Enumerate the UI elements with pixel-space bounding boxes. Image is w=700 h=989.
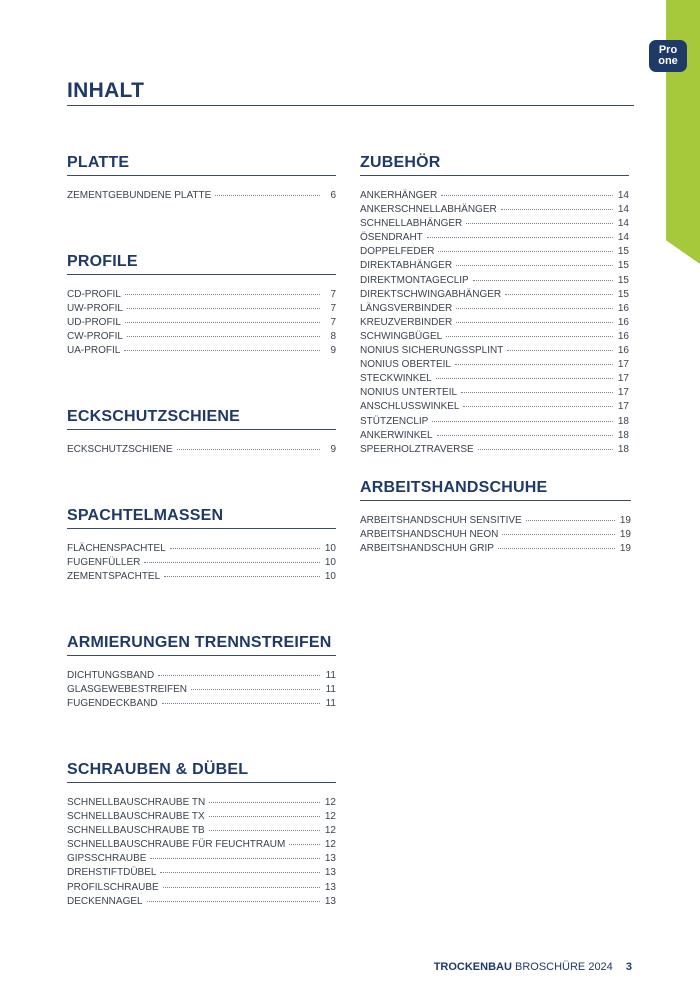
toc-entry[interactable] [67, 556, 336, 570]
entry-list [67, 288, 336, 358]
section-platte [67, 154, 336, 203]
toc-entry-page: 8 [330, 331, 336, 343]
toc-entry[interactable] [360, 443, 629, 457]
toc-entry-page: 18 [617, 415, 629, 427]
toc-entry-page: 12 [324, 825, 336, 837]
toc-entry-title: GLASGEWEBESTREIFEN [67, 684, 188, 696]
dot-leader [125, 322, 320, 323]
toc-entry[interactable] [67, 570, 336, 584]
toc-entry-title: SCHNELLBAUSCHRAUBE TB [67, 825, 205, 837]
toc-entry-page: 12 [324, 811, 336, 823]
toc-entry-page: 15 [617, 260, 629, 272]
toc-entry-title: CW-PROFIL [67, 331, 123, 343]
toc-entry-title: GIPSSCHRAUBE [67, 853, 147, 865]
dot-leader [498, 548, 615, 549]
toc-entry-page: 16 [617, 330, 629, 342]
logo-line-2: one [658, 55, 678, 67]
toc-entry-title: ZEMENTSPACHTEL [67, 571, 161, 583]
toc-entry-page: 14 [617, 190, 629, 201]
dot-leader [463, 406, 613, 407]
toc-entry-page: 7 [330, 289, 336, 300]
title-divider [67, 105, 634, 106]
section-armierungen [67, 634, 336, 711]
toc-entry-page: 16 [617, 302, 629, 314]
dot-leader [505, 294, 613, 295]
dot-leader [456, 322, 613, 323]
toc-entry-title: UA-PROFIL [67, 345, 121, 357]
toc-entry-title: ZEMENTGEBUNDENE PLATTE [67, 190, 212, 201]
toc-entry[interactable] [67, 302, 336, 316]
toc-entry-title: FUGENFÜLLER [67, 557, 141, 569]
section-heading: ARMIERUNGEN TRENNSTREIFEN [67, 634, 336, 656]
toc-entry-title: FLÄCHENSPACHTEL [67, 543, 166, 554]
toc-entry-page: 14 [617, 232, 629, 244]
toc-entry[interactable] [360, 528, 631, 542]
toc-entry-title: ÖSENDRAHT [360, 232, 423, 244]
toc-entry-page: 13 [324, 881, 336, 893]
toc-entry-title: DOPPELFEDER [360, 246, 435, 258]
toc-entry[interactable] [360, 259, 629, 273]
toc-entry[interactable] [360, 203, 629, 217]
toc-entry-page: 11 [325, 670, 336, 681]
dot-leader [466, 223, 613, 224]
toc-entry[interactable] [360, 542, 631, 556]
toc-entry-page: 19 [619, 529, 631, 541]
dot-leader [160, 872, 320, 873]
footer-brand: TROCKENBAU [433, 961, 512, 973]
toc-entry[interactable] [360, 302, 629, 316]
toc-entry-page: 16 [617, 316, 629, 328]
toc-entry-page: 12 [324, 839, 336, 851]
toc-entry-title: DECKENNAGEL [67, 895, 143, 907]
dot-leader [427, 237, 613, 238]
dot-leader [209, 830, 320, 831]
dot-leader [150, 858, 320, 859]
section-spachtelmassen [67, 507, 336, 584]
toc-entry-title: DIREKTABHÄNGER [360, 260, 453, 272]
toc-entry[interactable] [67, 189, 336, 203]
toc-entry[interactable] [360, 288, 629, 302]
section-eckschutzschiene [67, 408, 336, 457]
dot-leader [209, 816, 320, 817]
dot-leader [127, 308, 320, 309]
toc-entry-title: NONIUS SICHERUNGSSPLINT [360, 345, 504, 357]
dot-leader [432, 421, 613, 422]
toc-entry-title: ANSCHLUSSWINKEL [360, 401, 460, 413]
section-heading: ECKSCHUTZSCHIENE [67, 408, 336, 430]
toc-entry[interactable] [360, 217, 629, 231]
toc-entry[interactable] [67, 316, 336, 330]
toc-entry-page: 13 [324, 867, 336, 879]
toc-entry-title: NONIUS OBERTEIL [360, 359, 451, 371]
toc-entry-page: 14 [617, 204, 629, 216]
entry-list [67, 189, 336, 203]
toc-entry-page: 10 [324, 571, 336, 583]
section-heading: SCHRAUBEN & DÜBEL [67, 761, 336, 783]
dot-leader [124, 350, 320, 351]
toc-entry[interactable] [360, 372, 629, 386]
toc-entry-page: 19 [619, 515, 631, 526]
toc-entry-page: 17 [617, 359, 629, 371]
page-footer [434, 961, 632, 973]
toc-entry[interactable] [360, 316, 629, 330]
dot-leader [501, 209, 613, 210]
toc-entry[interactable] [360, 386, 629, 400]
dot-leader [437, 435, 613, 436]
toc-entry[interactable] [360, 189, 629, 203]
dot-leader [441, 195, 613, 196]
dot-leader [461, 392, 613, 393]
toc-entry[interactable] [67, 669, 336, 683]
toc-entry[interactable] [67, 344, 336, 358]
entry-list [67, 796, 336, 909]
toc-entry-title: SCHNELLBAUSCHRAUBE FÜR FEUCHTRAUM [67, 839, 286, 851]
toc-entry-title: CD-PROFIL [67, 289, 121, 300]
toc-entry[interactable] [360, 415, 629, 429]
toc-entry-page: 18 [617, 443, 629, 455]
toc-entry[interactable] [360, 358, 629, 372]
dot-leader [162, 703, 320, 704]
toc-entry-title: ANKERWINKEL [360, 429, 433, 441]
toc-entry[interactable] [67, 683, 336, 697]
section-zubehoer [360, 154, 629, 457]
toc-entry[interactable] [360, 344, 629, 358]
dot-leader [215, 195, 320, 196]
footer-title: BROSCHÜRE 2024 [514, 961, 613, 973]
dot-leader [478, 449, 613, 450]
toc-entry-title: PROFILSCHRAUBE [67, 881, 159, 893]
toc-entry-title: STECKWINKEL [360, 373, 432, 385]
toc-entry[interactable] [360, 231, 629, 245]
dot-leader [158, 675, 320, 676]
toc-entry-page: 15 [617, 274, 629, 286]
section-profile [67, 253, 336, 358]
dot-leader [438, 251, 613, 252]
toc-entry[interactable] [67, 881, 336, 895]
dot-leader [455, 364, 613, 365]
toc-entry-title: ARBEITSHANDSCHUH SENSITIVE [360, 515, 522, 526]
toc-entry[interactable] [360, 274, 629, 288]
dot-leader [170, 548, 320, 549]
toc-entry-title: NONIUS UNTERTEIL [360, 387, 458, 399]
section-schrauben [67, 761, 336, 909]
toc-entry-title: ARBEITSHANDSCHUH GRIP [360, 543, 494, 555]
dot-leader [289, 844, 320, 845]
entry-list [67, 443, 336, 457]
dot-leader [446, 336, 613, 337]
toc-entry-page: 14 [617, 218, 629, 230]
page-title: INHALT [67, 79, 145, 102]
dot-leader [147, 901, 320, 902]
toc-entry[interactable] [67, 796, 336, 810]
dot-leader [507, 350, 613, 351]
dot-leader [456, 308, 613, 309]
dot-leader [526, 520, 615, 521]
dot-leader [473, 280, 613, 281]
toc-entry-page: 12 [324, 797, 336, 808]
toc-entry[interactable] [67, 852, 336, 866]
toc-entry-page: 11 [325, 698, 336, 710]
toc-entry-page: 10 [324, 543, 336, 554]
toc-entry-page: 18 [617, 429, 629, 441]
dot-leader [191, 689, 320, 690]
toc-entry-title: LÄNGSVERBINDER [360, 302, 453, 314]
logo-line-1: Pro [658, 44, 678, 56]
toc-entry-title: DIREKTMONTAGECLIP [360, 274, 469, 286]
toc-entry-title: SCHNELLBAUSCHRAUBE TN [67, 797, 206, 808]
toc-entry[interactable] [67, 697, 336, 711]
toc-entry-title: DICHTUNGSBAND [67, 670, 155, 681]
toc-entry-title: UW-PROFIL [67, 303, 123, 315]
toc-entry-page: 19 [619, 543, 631, 555]
dot-leader [209, 802, 320, 803]
toc-entry-title: SCHWINGBÜGEL [360, 330, 443, 342]
dot-leader [144, 562, 320, 563]
toc-entry-title: FUGENDECKBAND [67, 698, 158, 710]
entry-list [360, 189, 629, 457]
toc-entry-page: 9 [330, 345, 336, 357]
toc-entry-page: 9 [330, 444, 336, 455]
entry-list [67, 542, 336, 584]
toc-entry[interactable] [67, 542, 336, 556]
dot-leader [177, 449, 320, 450]
toc-entry[interactable] [67, 866, 336, 880]
toc-entry[interactable] [67, 824, 336, 838]
toc-entry[interactable] [360, 245, 629, 259]
dot-leader [127, 336, 320, 337]
toc-entry[interactable] [67, 838, 336, 852]
toc-entry-page: 7 [330, 303, 336, 315]
toc-entry-title: ARBEITSHANDSCHUH NEON [360, 529, 499, 541]
toc-entry-title: DREHSTIFTDÜBEL [67, 867, 157, 879]
toc-entry-title: STÜTZENCLIP [360, 415, 429, 427]
toc-entry-page: 15 [617, 246, 629, 258]
section-heading: SPACHTELMASSEN [67, 507, 336, 529]
toc-entry-title: ANKERHÄNGER [360, 190, 438, 201]
dot-leader [436, 378, 613, 379]
toc-entry[interactable] [67, 443, 336, 457]
toc-entry-title: SCHNELLABHÄNGER [360, 218, 463, 230]
toc-entry[interactable] [67, 810, 336, 824]
toc-entry-page: 17 [617, 387, 629, 399]
entry-list [67, 669, 336, 711]
toc-entry-page: 17 [617, 373, 629, 385]
page-number: 3 [625, 961, 632, 973]
dot-leader [163, 887, 320, 888]
toc-entry-title: SCHNELLBAUSCHRAUBE TX [67, 811, 205, 823]
toc-entry-title: ANKERSCHNELLABHÄNGER [360, 204, 497, 216]
toc-entry-page: 16 [617, 345, 629, 357]
entry-list [360, 514, 631, 556]
toc-entry[interactable] [360, 400, 629, 414]
section-arbeitshandschuhe [360, 479, 631, 556]
toc-entry-page: 10 [324, 557, 336, 569]
toc-entry-page: 6 [330, 190, 336, 201]
toc-entry-page: 13 [324, 895, 336, 907]
toc-entry-title: ECKSCHUTZSCHIENE [67, 444, 173, 455]
dot-leader [164, 576, 320, 577]
section-heading: ARBEITSHANDSCHUHE [360, 479, 631, 501]
toc-entry-title: UD-PROFIL [67, 317, 121, 329]
toc-entry-title: KREUZVERBINDER [360, 316, 453, 328]
section-heading: PROFILE [67, 253, 336, 275]
section-heading: ZUBEHÖR [360, 154, 629, 176]
toc-entry-title: SPEERHOLZTRAVERSE [360, 443, 474, 455]
section-heading: PLATTE [67, 154, 336, 176]
dot-leader [125, 294, 320, 295]
pro-one-logo [649, 40, 687, 72]
dot-leader [456, 265, 613, 266]
toc-entry[interactable] [360, 429, 629, 443]
toc-entry-page: 17 [617, 401, 629, 413]
toc-entry-title: DIREKTSCHWINGABHÄNGER [360, 288, 502, 300]
toc-entry-page: 7 [330, 317, 336, 329]
toc-entry[interactable] [67, 895, 336, 909]
toc-entry[interactable] [360, 514, 631, 528]
toc-entry[interactable] [360, 330, 629, 344]
toc-entry-page: 11 [325, 684, 336, 696]
toc-entry-page: 15 [617, 288, 629, 300]
dot-leader [502, 534, 615, 535]
toc-entry[interactable] [67, 288, 336, 302]
toc-entry-page: 13 [324, 853, 336, 865]
toc-entry[interactable] [67, 330, 336, 344]
